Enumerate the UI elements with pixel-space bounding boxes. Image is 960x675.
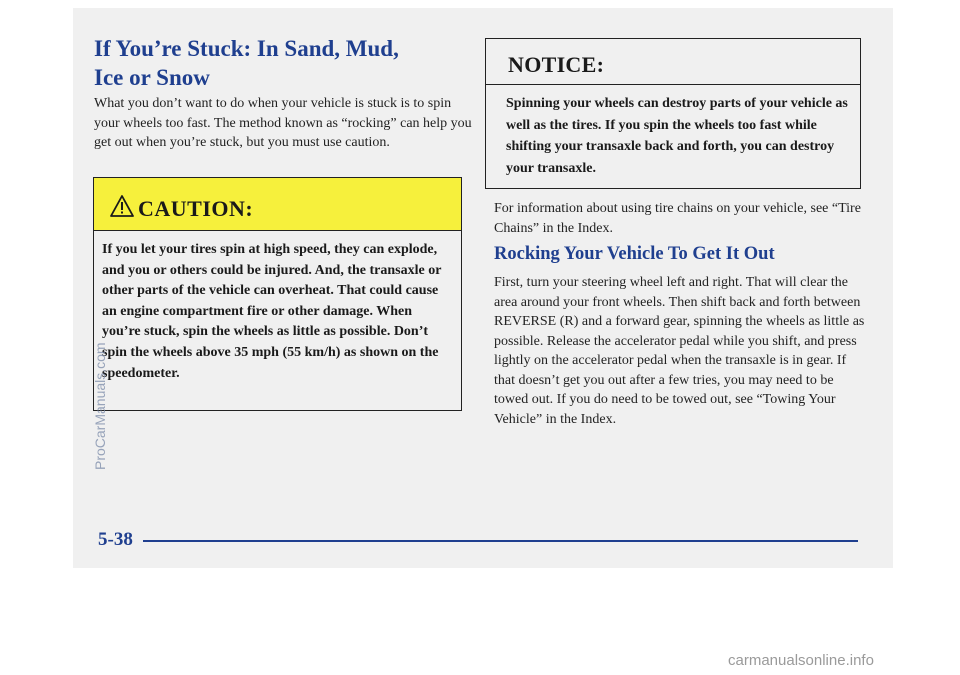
tire-chains-paragraph: For information about using tire chains on your vehicle, see “Tire Chains” in the Index.	[494, 201, 861, 236]
warning-triangle-icon	[110, 195, 134, 217]
footer-rule	[143, 540, 858, 542]
notice-header	[486, 39, 860, 85]
rocking-heading: Rocking Your Vehicle To Get It Out	[494, 244, 775, 264]
notice-box	[485, 38, 861, 189]
section-heading-line-1: If You’re Stuck: In Sand, Mud,	[94, 36, 399, 61]
bottom-watermark: carmanualsonline.info	[728, 652, 874, 669]
caution-title: CAUTION:	[138, 196, 254, 221]
side-watermark	[92, 170, 108, 470]
intro-paragraph: What you don’t want to do when your vehicle is stuck is to spin your wheels too fast. The method known as “rocking” can help you get out when you’re stuck, but you must use caution.	[94, 96, 472, 150]
notice-title: NOTICE:	[508, 52, 605, 77]
rocking-paragraph: First, turn your steering wheel left and right. That will clear the area around your front wheels. Then shift back and forth between REVERSE (R) and a forward gear, spinning the wheels as little as possible. Release the accelerator pedal while you shift, and press lightly on the accelerator pedal when the transaxle is in gear. If that doesn’t get you out after a few tries, you may need to be towed out. If you do need to be towed out, see “Towing Your Vehicle” in the Index.	[494, 275, 865, 427]
caution-header	[94, 178, 461, 231]
caution-text: If you let your tires spin at high speed, they can explode, and you or others could be injured. And, the transaxle or other parts of the vehicle can overheat. That could cause an engine compartment fire or other damage. When you’re stuck, spin the wheels as little as possible. Don’t spin the wheels above 35 mph (55 km/h) as shown on the speedometer.	[102, 242, 442, 381]
side-watermark-text: ProCarManuals.com	[92, 342, 108, 470]
page-number: 5-38	[98, 529, 133, 550]
section-heading	[94, 34, 464, 92]
caution-box	[93, 177, 462, 411]
notice-text: Spinning your wheels can destroy parts of your vehicle as well as the tires. If you spin the wheels too fast while shifting your transaxle back and forth, you can destroy your transaxle.	[506, 96, 848, 176]
section-heading-line-2: Ice or Snow	[94, 65, 210, 90]
